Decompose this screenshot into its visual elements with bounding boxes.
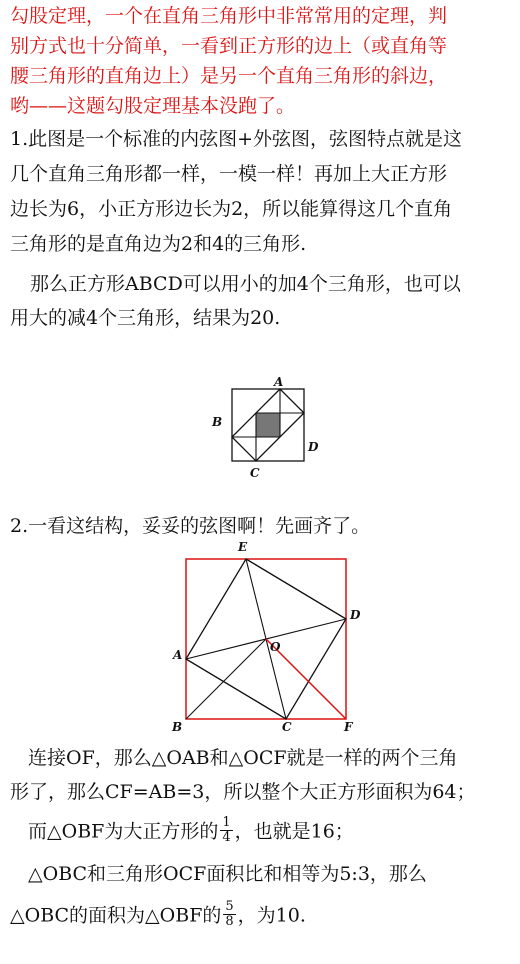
section1-line-4: 三角形的是直角边为2和4的三角形. [10,233,307,255]
line3-text-after: ，也就是16； [234,820,354,843]
section2-line-3 [28,815,354,847]
section2-line-5 [10,899,306,931]
section1-line-3: 边长为6，小正方形边长为2，所以能算得这几个直角 [10,198,453,220]
fig1-inner-square-shaded [256,413,280,437]
fig2-label-c: C [282,720,292,734]
section2-line-1: 连接OF，那么△OAB和△OCF就是一样的两个三角 [28,747,458,769]
fig2-label-e: E [238,540,248,554]
frac2-denominator: 8 [225,914,234,929]
fig2-label-f: F [344,720,353,734]
fig2-label-b: B [172,720,183,734]
fig2-label-d: D [350,608,361,622]
fig2-label-o: O [270,640,281,654]
fig2-line-ob [186,639,266,719]
fig2-line-ed [246,559,346,619]
fraction-five-eighths [223,900,235,929]
section1-line-2: 几个直角三角形都一样，一模一样！再加上大正方形 [10,163,448,185]
fig1-label-b: B [212,415,223,429]
line3-text-before: 而△OBF为大正方形的 [28,820,219,843]
fig1-label-a: A [274,375,284,389]
section1-line-1: 1.此图是一个标准的内弦图+外弦图，弦图特点就是这 [10,128,463,150]
intro-line-1: 勾股定理，一个在直角三角形中非常常用的定理，判 [10,5,448,27]
figure-1-diagram [0,340,520,510]
fraction-one-quarter [220,816,232,845]
intro-line-2: 别方式也十分简单，一看到正方形的边上（或直角等 [10,35,448,57]
line5-text-after: ，为10. [237,904,306,927]
line5-text-before: △OBC的面积为△OBF的 [10,904,222,927]
fig1-label-d: D [308,440,319,454]
fig2-label-a: A [173,648,183,662]
section1-line-5: 那么正方形ABCD可以用小的加4个三角形，也可以 [30,273,461,295]
section2-line-2: 形了，那么CF=AB=3，所以整个大正方形面积为64； [10,781,476,803]
fig1-label-c: C [250,466,260,480]
figure-2-diagram [0,540,520,740]
intro-line-4: 哟——这题勾股定理基本没跑了。 [10,95,296,117]
section2-line-4: △OBC和三角形OCF面积比和相等为5:3，那么 [28,863,427,885]
section2-heading: 2.一看这结构，妥妥的弦图啊！先画齐了。 [10,515,371,537]
fig2-line-ac [186,659,286,719]
frac2-numerator: 5 [225,899,234,914]
frac1-numerator: 1 [222,815,231,830]
intro-line-3: 腰三角形的直角边上）是另一个直角三角形的斜边， [10,65,448,87]
frac1-denominator: 4 [222,830,231,845]
section1-line-6: 用大的减4个三角形，结果为20. [10,307,281,329]
